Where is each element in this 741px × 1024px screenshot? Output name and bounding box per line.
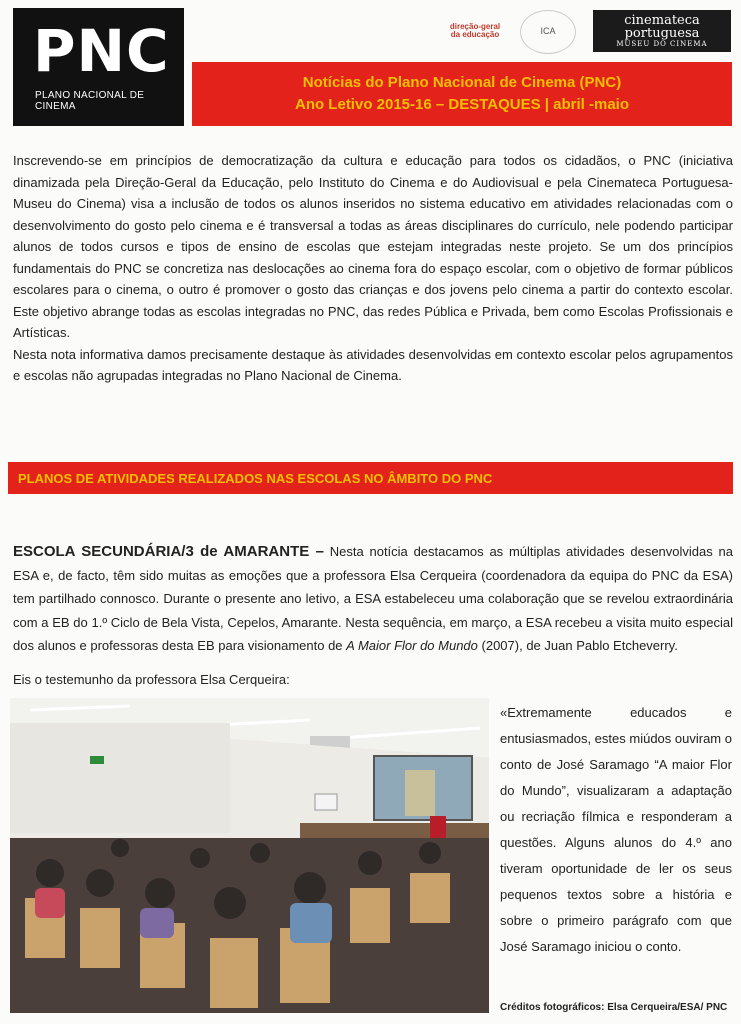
ica-logo: ICA [520, 10, 576, 54]
newsletter-header [192, 62, 732, 126]
film-title: A Maior Flor do Mundo [346, 638, 478, 653]
intro-paragraph-1: Inscrevendo-se em princípios de democratização da cultura e educação para todos os cidadãos, o PNC (iniciativa dinamizada pela Direção-Geral da Educação, pelo Instituto do Cinema e do Audiovisual e pela Cinemateca Portuguesa-Museu do Cinema) visa a inclusão de todos os alunos inseridos no sistema educativo em atividades relacionadas com o desenvolvimento do gosto pelo cinema e é transversal a todas as áreas disciplinares do currículo, nele podendo participar alunos de todos cursos e tipos de ensino de escolas que estejam integradas neste projeto. Se um dos princípios fundamentais do PNC se concretiza nas deslocações ao cinema fora do espaço escolar, com o objetivo de formar públicos escolares para o cinema, o outro é promover o gosto das crianças e dos jovens pelo cinema a partir do contexto escolar. Este objetivo abrange todas as escolas integradas no PNC, das redes Pública e Privada, bem como Escolas Profissionais e Artísticas. [13, 153, 733, 340]
school-name: ESCOLA SECUNDÁRIA/3 de AMARANTE – [13, 543, 324, 560]
auditorium-illustration [10, 698, 489, 1013]
cinemateca-subtitle: MUSEU DO CINEMA [616, 39, 708, 48]
cinemateca-name: cinemateca portuguesa [624, 12, 700, 42]
article-body-2: (2007), de Juan Pablo Etcheverry. [477, 638, 678, 653]
testimony-intro: Eis o testemunho da professora Elsa Cerqueira: [13, 672, 290, 687]
intro-paragraph-2: Nesta nota informativa damos precisamente destaque às atividades desenvolvidas em contexto escolar pelos agrupamentos e escolas não agrupadas integradas no Plano Nacional de Cinema. [13, 346, 733, 383]
photo-credits: Créditos fotográficos: Elsa Cerqueira/ESA/ PNC [500, 1002, 728, 1013]
auditorium-photo [10, 698, 489, 1013]
intro-text [13, 150, 733, 387]
logo-subtitle: PLANO NACIONAL DE CINEMA [35, 90, 145, 112]
article-text [13, 540, 733, 658]
header-title: Notícias do Plano Nacional de Cinema (PNC) [302, 73, 622, 91]
teacher-quote: «Extremamente educados e entusiasmados, estes miúdos ouviram o conto de José Saramago “A maior Flor do Mundo”, visualizaram a adaptação ou recriação fílmica e responderam a questões. Alguns alunos do 4.º ano tiveram oportunidade de ler os seus pequenos textos sobre a história e sobre o primeiro parágrafo com que José Saramago iniciou o conto. [500, 705, 732, 954]
logo-mark: PNC [33, 17, 170, 85]
section-heading [8, 462, 733, 494]
dge-logo: direção-geral da educação [449, 21, 501, 39]
article-body-1: Nesta notícia destacamos as múltiplas atividades desenvolvidas na ESA e, de facto, têm sido muitas as emoções que a professora Elsa Cerqueira (coordenadora da equipa do PNC da ESA) tem partilhado connosco. Durante o presente ano letivo, a ESA estabeleceu uma colaboração que se revelou extraordinária com a EB do 1.º Ciclo de Bela Vista, Cepelos, Amarante. Nesta sequência, em março, a ESA recebeu a visita muito especial dos alunos e professoras desta EB para visionamento de [13, 544, 733, 653]
cinemateca-logo [593, 10, 731, 52]
pnc-logo [13, 8, 184, 126]
section-title: PLANOS DE ATIVIDADES REALIZADOS NAS ESCOLAS NO ÂMBITO DO PNC [18, 470, 493, 486]
header-subtitle: Ano Letivo 2015-16 – DESTAQUES | abril -maio [294, 96, 629, 113]
